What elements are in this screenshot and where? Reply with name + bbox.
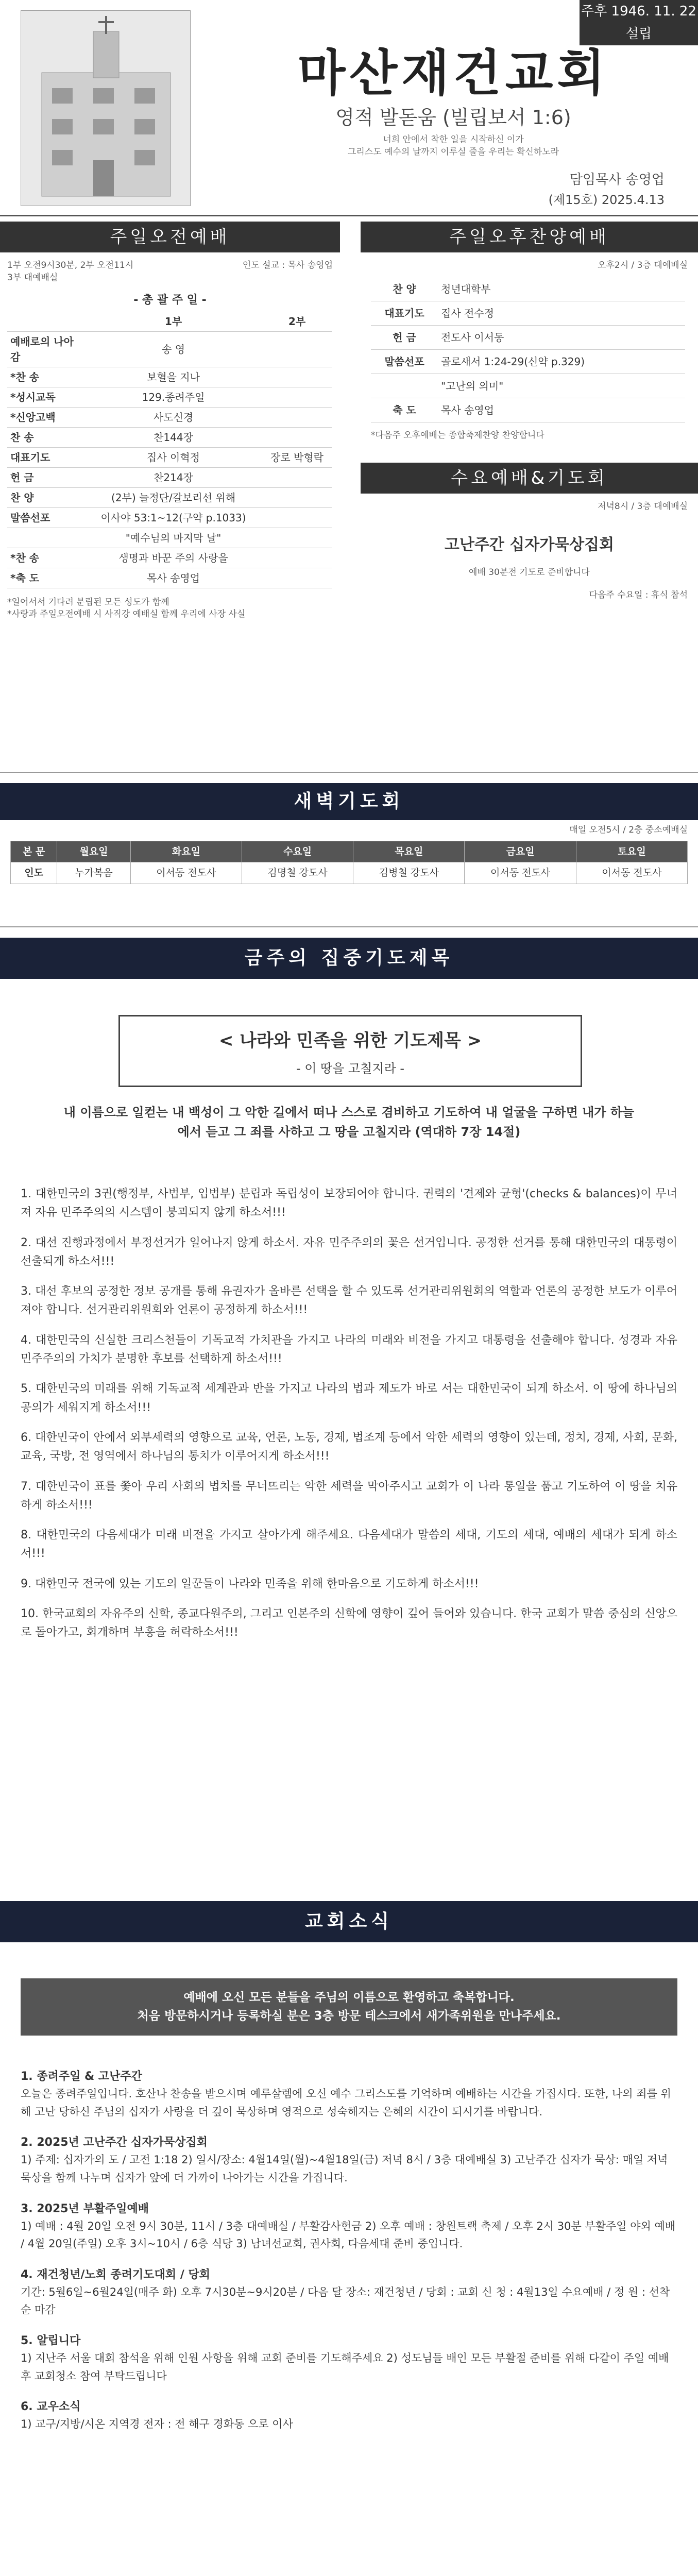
sunday-morning-worship xyxy=(0,222,340,621)
afternoon-row xyxy=(371,277,685,301)
order-part-1: 찬214장 xyxy=(84,467,262,487)
order-role xyxy=(7,528,84,548)
order-row xyxy=(7,548,332,568)
news-item-body: 오늘은 종려주일입니다. 호산나 찬송을 받으시며 예루살렘에 오신 예수 그리스도를 기억하며 예배하는 시간을 가집시다. 또한, 나의 죄를 위해 고난 당하신 주님의 십자가 사랑을 더 깊이 묵상하며 영적으로 성숙해지는 은혜의 시간이 되시기를 바랍니다. xyxy=(21,2088,671,2118)
morning-worship-title: 주일오전예배 xyxy=(0,222,340,252)
church-news-section xyxy=(0,1901,698,2576)
order-part-2 xyxy=(262,507,332,528)
church-building-illustration xyxy=(21,11,190,206)
wednesday-note: 예배 30분전 기도로 준비합니다 xyxy=(469,567,590,578)
order-row xyxy=(7,467,332,487)
order-part-2 xyxy=(262,331,332,367)
dawn-day: 화요일 xyxy=(130,841,242,862)
senior-pastor: 담임목사 송영업 xyxy=(569,172,665,188)
bulletin-header xyxy=(0,0,698,216)
theme-verse-line-1: 너희 안에서 착한 일을 시작하신 이가 xyxy=(383,134,524,145)
dawn-leader: 김명철 강도사 xyxy=(242,862,353,884)
news-item xyxy=(21,2134,677,2187)
order-part-2 xyxy=(262,467,332,487)
order-row xyxy=(7,407,332,427)
worship-section xyxy=(0,216,698,773)
prayer-item: 1. 대한민국의 3권(행정부, 사법부, 입법부) 분립과 독립성이 보장되어야 합니다. 권력의 '견제와 균형'(checks & balances)이 무너져 자유 민주주의의 시스템이 붕괴되지 않게 하소서!!! xyxy=(21,1188,677,1219)
afternoon-order-table xyxy=(371,277,685,422)
dawn-leader: 이서동 전도사 xyxy=(465,862,576,884)
afternoon-value: 집사 전수정 xyxy=(438,301,685,325)
order-part-1: (2부) 늘정단/갈보리선 위해 xyxy=(84,487,262,507)
order-row xyxy=(7,367,332,387)
afternoon-value: 목사 송영업 xyxy=(438,398,685,422)
news-item xyxy=(21,2068,677,2121)
service-times-text: 1부 오전9시30분, 2부 오전11시 xyxy=(7,260,134,270)
order-row xyxy=(7,487,332,507)
order-part-2 xyxy=(262,407,332,427)
order-part-1: 찬144장 xyxy=(84,427,262,447)
order-role: *축 도 xyxy=(7,568,84,588)
dawn-day: 월요일 xyxy=(57,841,130,862)
worship-note-1: *일어서서 기다려 분립된 모든 성도가 함께 xyxy=(7,597,169,607)
news-item-heading: 5. 알립니다 xyxy=(21,2334,81,2348)
order-row xyxy=(7,447,332,467)
news-items-list xyxy=(21,2061,677,2447)
order-part-1: 사도신경 xyxy=(84,407,262,427)
weekly-theme: 영적 발돋움 (빌립보서 1:6) xyxy=(335,106,571,129)
welcome-banner xyxy=(21,1978,677,2036)
church-name: 마산재건교회 xyxy=(297,44,609,102)
wednesday-time: 저녁8시 / 3층 대예배실 xyxy=(598,501,688,512)
afternoon-worship-title: 주일오후찬양예배 xyxy=(361,222,698,252)
order-role: 말씀선포 xyxy=(7,507,84,528)
prayer-item: 7. 대한민국이 표를 쫓아 우리 사회의 법치를 무너뜨리는 악한 세력을 막아주시고 교회가 이 나라 통일을 품고 기도하여 이 땅을 치유하게 하소서!!! xyxy=(21,1480,677,1512)
theme-verse xyxy=(222,134,685,159)
afternoon-value: 전도사 이서동 xyxy=(438,325,685,349)
wednesday-note-2: 다음주 수요일 : 휴식 참석 xyxy=(589,590,688,601)
dawn-leader: 이서동 전도사 xyxy=(130,862,242,884)
afternoon-role: 대표기도 xyxy=(371,301,438,325)
order-part-1: "예수님의 마지막 날" xyxy=(84,528,262,548)
order-part-1: 생명과 바꾼 주의 사랑을 xyxy=(84,548,262,568)
order-row xyxy=(7,568,332,588)
news-item-body: 1) 교구/지방/시온 지역경 전자 : 전 해구 경화동 으로 이사 xyxy=(21,2418,293,2431)
prayer-item: 5. 대한민국의 미래를 위해 기독교적 세계관과 반을 가지고 나라의 법과 제도가 바로 서는 대한민국이 되게 하소서. 이 땅에 하나님의 공의가 세워지게 하소서!!! xyxy=(21,1382,677,1414)
theme-verse-line-2: 그리스도 예수의 날까지 이루실 줄을 우리는 확신하노라 xyxy=(347,146,559,157)
afternoon-role: 축 도 xyxy=(371,398,438,422)
order-role: 대표기도 xyxy=(7,447,84,467)
news-item-body: 1) 지난주 서울 대회 참석을 위해 인원 사항을 위해 교회 준비를 기도해주세요 2) 성도님들 배인 모든 부활절 준비를 위해 다같이 주일 예배 후 교회청소 참여 부탁드립니다 xyxy=(21,2352,669,2382)
afternoon-role: 찬 양 xyxy=(371,277,438,301)
order-part-2 xyxy=(262,387,332,407)
col-head-1: 1부 xyxy=(84,312,262,332)
order-part-2: 장로 박형락 xyxy=(262,447,332,467)
order-part-2 xyxy=(262,487,332,507)
founding-date-badge: 주후 1946. 11. 22 설립 xyxy=(580,0,698,45)
order-part-1: 이사야 53:1~12(구약 p.1033) xyxy=(84,507,262,528)
dawn-day: 목요일 xyxy=(353,841,465,862)
news-item xyxy=(21,2398,677,2433)
afternoon-value: 골로새서 1:24-29(신약 p.329) xyxy=(438,349,685,374)
col-head-2: 2부 xyxy=(262,312,332,332)
prayer-item: 2. 대선 진행과정에서 부정선거가 일어나지 않게 하소서. 자유 민주주의의 꽃은 선거입니다. 공정한 선거를 통해 대한민국의 대통령이 선출되게 하소서!!! xyxy=(21,1236,677,1268)
news-item-heading: 2. 2025년 고난주간 십자가묵상집회 xyxy=(21,2136,208,2149)
prayer-topic-subtitle: - 이 땅을 고칠지라 - xyxy=(296,1061,405,1076)
afternoon-note: *다음주 오후예배는 종합축제찬양 찬양합니다 xyxy=(371,430,544,440)
order-row xyxy=(7,427,332,447)
dawn-day: 수요일 xyxy=(242,841,353,862)
news-item xyxy=(21,2332,677,2385)
prayer-item: 6. 대한민국이 안에서 외부세력의 영향으로 교육, 언론, 노동, 경제, 법조계 등에서 악한 세력의 영향이 있는데, 정치, 경제, 사회, 문화, 교육, 국방, 전 영역에서 하나님의 통치가 이루어지게 하소서!!! xyxy=(21,1431,677,1463)
church-news-title: 교회소식 xyxy=(0,1901,698,1942)
welcome-line-1: 예배에 오신 모든 분들을 주님의 이름으로 환영하고 축복합니다. xyxy=(183,1991,515,2004)
order-role: *찬 송 xyxy=(7,367,84,387)
afternoon-value: "고난의 의미" xyxy=(438,374,685,398)
news-item-heading: 1. 종려주일 & 고난주간 xyxy=(21,2070,142,2083)
order-row xyxy=(7,387,332,407)
order-part-2 xyxy=(262,568,332,588)
order-part-1: 목사 송영업 xyxy=(84,568,262,588)
prayer-topic-box xyxy=(118,1015,582,1087)
order-role: 찬 양 xyxy=(7,487,84,507)
order-role: *찬 송 xyxy=(7,548,84,568)
dawn-prayer-table xyxy=(10,841,688,884)
afternoon-time: 오후2시 / 3층 대예배실 xyxy=(598,260,688,270)
order-role: *성시교독 xyxy=(7,387,84,407)
wednesday-event: 고난주간 십자가묵상집회 xyxy=(444,536,615,554)
order-part-2 xyxy=(262,427,332,447)
news-item-heading: 3. 2025년 부활주일예배 xyxy=(21,2202,149,2215)
order-part-1: 송 영 xyxy=(84,331,262,367)
prayer-items-list xyxy=(21,1185,677,1654)
order-part-1: 보혈을 지나 xyxy=(84,367,262,387)
dawn-leader-label: 인도 xyxy=(11,862,57,884)
wednesday-worship-title: 수요예배&기도회 xyxy=(361,463,698,494)
dawn-day: 토요일 xyxy=(576,841,687,862)
service-location: 3부 대예배실 xyxy=(7,272,58,283)
dawn-prayer-title: 새벽기도회 xyxy=(0,783,698,820)
order-title: - 총 괄 주 일 - xyxy=(133,293,207,307)
order-part-2 xyxy=(262,548,332,568)
sunday-afternoon-worship xyxy=(361,222,698,602)
afternoon-row xyxy=(371,349,685,374)
news-item-heading: 6. 교우소식 xyxy=(21,2400,81,2414)
afternoon-row xyxy=(371,301,685,325)
service-times xyxy=(7,260,333,272)
order-part-1: 집사 이혁정 xyxy=(84,447,262,467)
afternoon-role: 말씀선포 xyxy=(371,349,438,374)
church-building-photo xyxy=(21,10,191,206)
afternoon-row xyxy=(371,325,685,349)
news-item-heading: 4. 재건청년/노회 종려기도대회 / 당회 xyxy=(21,2268,210,2281)
dawn-leader: 김병철 강도사 xyxy=(353,862,465,884)
news-item xyxy=(21,2200,677,2253)
afternoon-role: 헌 금 xyxy=(371,325,438,349)
prayer-item: 3. 대선 후보의 공정한 정보 공개를 통해 유권자가 올바른 선택을 할 수 있도록 선거관리위원회의 역할과 언론의 공정한 보도가 이루어져야 합니다. 선거관리위원회와 언론이 공정하게 하소서!!! xyxy=(21,1285,677,1317)
issue-number: (제15호) 2025.4.13 xyxy=(548,193,665,207)
weekly-prayer-title: 금주의 집중기도제목 xyxy=(0,938,698,979)
news-item-body: 1) 주제: 십자가의 도 / 고전 1:18 2) 일시/장소: 4월14일(월)~4월18일(금) 저녁 8시 / 3층 대예배실 3) 고난주간 십자가 묵상: 매일 저녁 묵상을 함께 나누며 십자가 앞에 더 가까이 나아가는 시간을 가집니다. xyxy=(21,2154,668,2184)
service-leader: 인도 설교 : 목사 송영업 xyxy=(242,260,333,270)
welcome-line-2: 처음 방문하시거나 등록하실 분은 3층 방문 테스크에서 새가족위원을 만나주세요. xyxy=(137,2009,561,2023)
prayer-item: 8. 대한민국의 다음세대가 미래 비전을 가지고 살아가게 해주세요. 다음세대가 말씀의 세대, 기도의 세대, 예배의 세대가 되게 하소서!!! xyxy=(21,1529,677,1561)
dawn-leader: 누가복음 xyxy=(57,862,130,884)
order-part-1: 129.종려주일 xyxy=(84,387,262,407)
order-row xyxy=(7,331,332,367)
weekly-prayer-section xyxy=(0,938,698,1891)
prayer-item: 4. 대한민국의 신실한 크리스천들이 기독교적 가치관을 가지고 나라의 미래와 비전을 가지고 대통령을 선출해야 합니다. 성경과 자유민주주의의 가치가 분명한 후보를 선택하게 하소서!!! xyxy=(21,1333,677,1366)
order-role: 예배로의 나아감 xyxy=(7,331,84,367)
order-part-2 xyxy=(262,367,332,387)
news-item xyxy=(21,2266,677,2319)
afternoon-row xyxy=(371,398,685,422)
news-item-body: 1) 예배 : 4월 20일 오전 9시 30분, 11시 / 3층 대예배실 / 부활감사헌금 2) 오후 예배 : 창원트랙 축제 / 오후 2시 30분 부활주일 야외 예배 / 4월 20일(주일) 오후 3시~10시 / 6층 식당 3) 남녀선교회, 권사회, 다음세대 준비 중입니다. xyxy=(21,2219,676,2250)
order-row xyxy=(7,528,332,548)
prayer-topic-title: < 나라와 민족을 위한 기도제목 > xyxy=(218,1030,482,1051)
afternoon-role xyxy=(371,374,438,398)
prayer-item: 10. 한국교회의 자유주의 신학, 종교다원주의, 그리고 인본주의 신학에 영향이 깊어 들어와 있습니다. 한국 교회가 말씀 중심의 신앙으로 돌아가고, 회개하며 부흥을 허락하소서!!! xyxy=(21,1607,677,1639)
dawn-prayer-time: 매일 오전5시 / 2층 중소예배실 xyxy=(569,825,688,835)
news-item-body: 기간: 5월6일~6월24일(매주 화) 오후 7시30분~9시20분 / 다음 달 장소: 재건청년 / 당회 : 교회 신 청 : 4월13일 수요예배 / 정 원 : 선착순 마감 xyxy=(21,2285,670,2316)
dawn-prayer-section xyxy=(0,783,698,927)
worship-note-2: *사랑과 주일오전예배 시 사직강 예배실 함께 우리에 사장 사실 xyxy=(7,609,246,620)
afternoon-value: 청년대학부 xyxy=(438,277,685,301)
prayer-intro-verse: 내 이름으로 일컫는 내 백성이 그 악한 길에서 떠나 스스로 겸비하고 기도하여 내 얼굴을 구하면 내가 하늘에서 듣고 그 죄를 사하고 그 땅을 고칠지라 (역대하 7장 14절) xyxy=(63,1105,635,1140)
order-role: *신앙고백 xyxy=(7,407,84,427)
dawn-day: 금요일 xyxy=(465,841,576,862)
afternoon-row xyxy=(371,374,685,398)
order-role: 찬 송 xyxy=(7,427,84,447)
prayer-item: 9. 대한민국 전국에 있는 기도의 일꾼들이 나라와 민족을 위해 한마음으로 기도하게 하소서!!! xyxy=(21,1577,479,1590)
order-role: 헌 금 xyxy=(7,467,84,487)
dawn-leader: 이서동 전도사 xyxy=(576,862,687,884)
order-part-2 xyxy=(262,528,332,548)
worship-order-table xyxy=(7,312,332,588)
dawn-head-label: 본 문 xyxy=(11,841,57,862)
order-row xyxy=(7,507,332,528)
